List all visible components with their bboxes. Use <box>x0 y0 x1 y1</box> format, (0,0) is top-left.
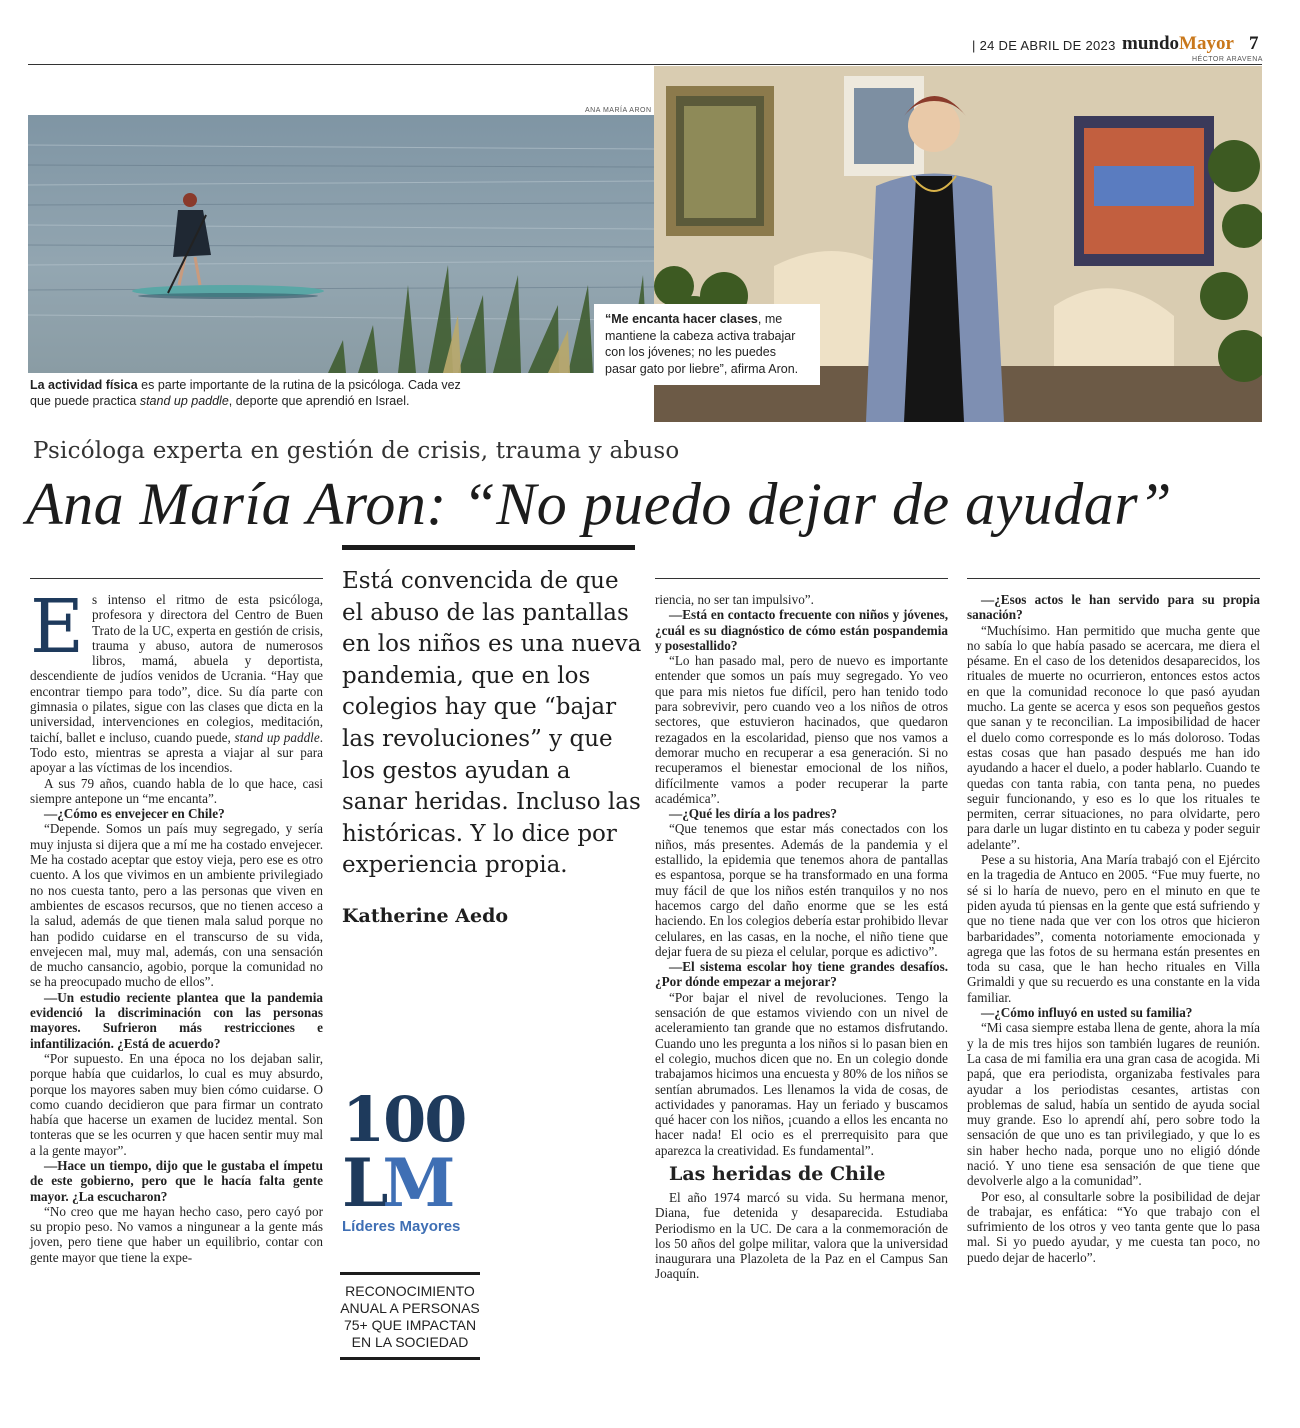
byline: Katherine Aedo <box>342 905 509 927</box>
column-3-rule <box>655 578 948 579</box>
caption-text-1: es parte importante de la rutina de la psicóloga. Cada vez que puede practica <box>30 378 461 408</box>
article-column-3 <box>655 592 948 1282</box>
caption-lead: La actividad física <box>30 378 138 392</box>
lideres-mayores-logo <box>342 1083 480 1235</box>
answer: “Depende. Somos un país muy segregado, y sería muy injusta si dijera que a mí me ha costado envejecer. Me ha costado aceptar que estoy vieja, pero ese es otro cuento. A los que vivimos en un ambiente privilegiado no nos cuesta tanto, pero a las personas que viven en ambientes de escasos recursos, que no tienen acceso a la salud, además de que tienen mala salud porque no han podido cuidarse en el transcurso de su vida, envejecen mal, muy mal, además, con una sensación de mucho cansancio, agobio, porque la comunidad no se ha preocupado mucho de ellos”. <box>30 821 323 990</box>
question: —¿Qué les diría a los padres? <box>669 806 837 822</box>
brand-mundo: mundo <box>1122 33 1180 54</box>
question: —El sistema escolar hoy tiene grandes desafíos. ¿Por dónde empezar a mejorar? <box>655 959 948 990</box>
article-column-4 <box>967 592 1260 1265</box>
portrait-photo-caption <box>594 304 820 385</box>
answer: “Que tenemos que estar más conectados con los niños, más presentes. Además de la pandemia y el estallido, la epidemia que tenemos ahora de pantallas es espantosa, porque se ha transformado en una forma muy fácil de que los niños estén tranquilos y no nos hacemos cargo del daño enorme que se les está haciendo. En los colegios debería estar prohibido llevar celulares, en las casas, en la noche, el niño tiene que dejar fuera de su pieza el celular, porque es adictivo”. <box>655 821 948 959</box>
article-headline: Ana María Aron: “No puedo dejar de ayudar” <box>26 471 1172 537</box>
photo-credit-left: ANA MARÍA ARON <box>585 107 652 114</box>
section-subhead: Las heridas de Chile <box>669 1162 886 1185</box>
page-number: 7 <box>1249 33 1259 54</box>
logo-l: L <box>342 1144 383 1222</box>
paragraph: Por eso, al consultarle sobre la posibilidad de dejar de trabajar, es enfática: “Yo que trabajo con el sufrimiento de los otros y veo tanta gente que lo pasa mal. Si yo puedo ayudar, y me cuesta tan poco, no puedo dejar de hacerlo”. <box>967 1188 1260 1265</box>
article-column-1 <box>30 584 324 1265</box>
logo-name: Líderes Mayores <box>342 1218 461 1235</box>
question: —¿Cómo es envejecer en Chile? <box>44 806 225 822</box>
article-kicker: Psicóloga experta en gestión de crisis, trauma y abuso <box>33 438 680 464</box>
col1-p1-end: . Todo esto, mientras se apresta a viajar al sur para apoyar a las víctimas de los incendios. <box>30 729 323 776</box>
drop-cap: E <box>30 584 85 670</box>
paddle-photo-caption <box>30 377 480 409</box>
caption-italic: stand up paddle <box>139 394 229 408</box>
answer: “Muchísimo. Han permitido que mucha gente que no sabía lo que había pasado se acercara, me diera el pésame. En el caso de los detenidos desaparecidos, los rituales de muerte no ocurrieron, entonces estos actos en que la comunidad reconoce lo que pasó ayudan mucho. La gente se acerca y esos son pequeños gestos que sanan y te reconcilian. La imposibilidad de hacer el duelo como corresponde es lo más doloroso. Todas estas cosas que han pasado después me han ido ayudando a hacer el duelo, a poder hablarlo. Cuando te quedas con tanta rabia, con tanta pena, no puedes seguir funcionando, y eso es lo que los rituales te permiten, cerrar situaciones, no para olvidarte, pero para darle un lugar distinto en tu cabeza y poder seguir adelante”. <box>967 622 1260 852</box>
paddle-photo <box>28 115 654 373</box>
answer: “Por bajar el nivel de revoluciones. Tengo la sensación de que estamos viviendo con un nivel de aceleramiento tan grande que no estamos disfrutando. Cuando uno les pregunta a los niños si lo pasan bien en el colegio, muchos dicen que no. En un colegio donde trabajamos hicimos una encuesta y 80% de los niños se sentían abrumados. Les llenamos la vida de cosas, de actividades y panoramas. Hay un feriado y buscamos qué hacer con los niños, ¡cuando a ellos les encanta no hacer nada! El ocio es el prerrequisito para que aparezca la creatividad. Es fundamental”. <box>655 989 948 1158</box>
logo-letters <box>342 1144 480 1222</box>
question: —¿Cómo influyó en usted su familia? <box>981 1005 1193 1021</box>
issue-date: | 24 DE ABRIL DE 2023 <box>972 38 1116 53</box>
caption-quote-rest: , me mantiene la cabeza activa trabajar con los jóvenes; no les puedes pasar gato por liebre”, afirma Aron. <box>605 312 799 376</box>
answer: “Mi casa siempre estaba llena de gente, ahora la mía y la de mis tres hijos son también lugares de reunión. La casa de mi familia era una gran casa de acogida. Mi papá, que era periodista, organizaba festivales para ayudar a los periodistas cesantes, artistas con problemas de salud, había un sentido de ayuda social muy grande. Eso lo aprendí ahí, pero sobre todo la sensación de que uno es tan privilegiado, y que lo es sin haber hecho nada, porque uno no eligió dónde nació. Y uno tiene esa sensación de que tiene que devolverle algo a la comunidad”. <box>967 1020 1260 1189</box>
photo-credit-right: HÉCTOR ARAVENA <box>1192 56 1263 63</box>
logo-m: M <box>382 1144 450 1222</box>
answer: “Lo han pasado mal, pero de nuevo es importante entender que somos un país muy segregado. Yo veo que para mis nietos fue difícil, pero han tenido todo para sobrevivir, pero cuando veo a los niños de otros sectores, que estuvieron hacinados, que quedaron rezagados en la escolaridad, pienso que nos vamos a demorar mucho en recuperar a esa generación. Si no recuperamos el bienestar emocional de los niños, difícilmente vamos a poder recuperar la parte académica”. <box>655 653 948 806</box>
section-brand <box>1122 33 1234 55</box>
answer: “No creo que me hayan hecho caso, pero cayó por su propio peso. No vamos a ningunear a la gente más joven, pero tiene que haber un equilibrio, contar con gente mayor que tiene la expe- <box>30 1203 323 1265</box>
question: —¿Esos actos le han servido para su propia sanación? <box>967 592 1260 623</box>
caption-quote-lead: “Me encanta hacer clases <box>605 312 758 326</box>
answer-continued: riencia, no ser tan impulsivo”. <box>655 592 814 607</box>
pull-quote-rule <box>342 545 635 550</box>
brand-mayor: Mayor <box>1179 33 1234 54</box>
col1-p1-italic: stand up paddle <box>234 729 320 745</box>
paragraph: Pese a su historia, Ana María trabajó con el Ejército en la tragedia de Antuco en 2005. “Fue muy fuerte, no sé si lo haría de nuevo, pero en el minuto en que te piden ayuda tú piensas en la gente que está sufriendo y que no tiene nada que ver con los otros que hicieron barbaridades”, comenta notoriamente emocionada y agrega que las fotos de su hermana están presentes en toda su casa, que le han hecho rituales en Villa Grimaldi y que su recuerdo es una constante en la vida familiar. <box>967 852 1260 1005</box>
question: —Hace un tiempo, dijo que le gustaba el ímpetu de este gobierno, pero que le hacía falta gente mayor. ¿La escucharon? <box>30 1157 323 1204</box>
logo-number: 100 <box>342 1083 466 1156</box>
pull-quote: Está convencida de que el abuso de las pantallas en los niños es una nueva pandemia, que en los colegios hay que “bajar las revoluciones” y que los gestos ayudan a sanar heridas. Incluso las históricas. Y lo dice por experiencia propia. <box>342 568 642 879</box>
col1-p1: s intenso el ritmo de esta psicóloga, profesora y directora del Centro de Buen Trato de la UC, experta en gestión de crisis, trauma y abuso, autora de numerosos libros, mamá, abuela y deportista, descendiente de judíos venidos de Ucrania. “Hay que encontrar tiempo para todo”, dice. Su día parte con gimnasia o pilates, sigue con las clases que dicta en la universidad, intervenciones en colegios, meditación, taichí, ballet e incluso, cuando puede, <box>30 592 324 745</box>
question: —Está en contacto frecuente con niños y jóvenes, ¿cuál es su diagnóstico de cómo están pospandemia y posestallido? <box>655 607 948 653</box>
column-4-rule <box>967 578 1260 579</box>
paragraph: El año 1974 marcó su vida. Su hermana menor, Diana, fue detenida y desaparecida. Estudiaba Periodismo en la UC. De cara a la conmemoración de los 50 años del golpe militar, valora que la universidad inaugurara una Plazoleta de la Paz en el Campus San Joaquín. <box>655 1189 948 1282</box>
answer: “Por supuesto. En una época no los dejaban salir, porque había que cuidarlos, lo cual es muy absurdo, porque los mayores saben muy bien cómo cuidarse. O como cuando decidieron que para firmar un contrato había que hacerse un examen de lucidez mental. Son tonteras que se les ocurren y que hacen sentir muy mal a la gente mayor”. <box>30 1050 323 1158</box>
question: —Un estudio reciente plantea que la pandemia evidenció la discriminación con las personas mayores. Sufrieron más restricciones e infantilización. ¿Está de acuerdo? <box>30 989 323 1051</box>
header-rule <box>28 64 1262 65</box>
logo-tagline: RECONOCIMIENTO ANUAL A PERSONAS 75+ QUE IMPACTAN EN LA SOCIEDAD <box>340 1272 480 1360</box>
column-1-rule <box>30 578 323 579</box>
caption-text-2: , deporte que aprendió en Israel. <box>228 394 410 408</box>
col1-p2: A sus 79 años, cuando habla de lo que hace, casi siempre antepone un “me encanta”. <box>30 775 323 806</box>
